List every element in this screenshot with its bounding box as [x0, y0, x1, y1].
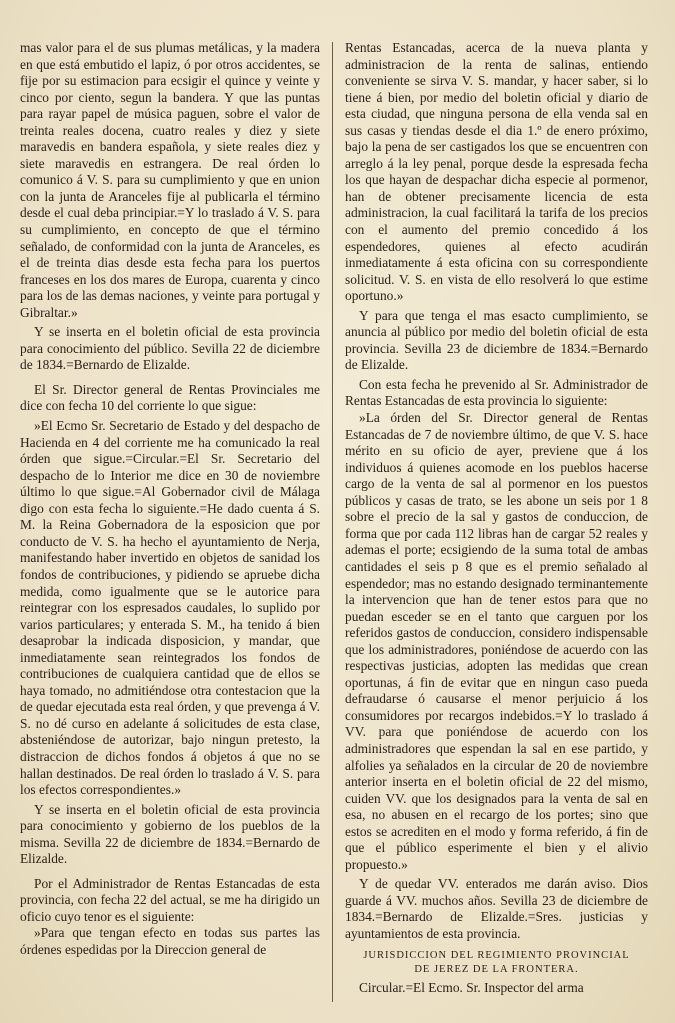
section-heading-line-1: JURISDICCION DEL REGIMIENTO PROVINCIAL: [363, 949, 630, 961]
right-paragraph-3: Con esta fecha he prevenido al Sr. Administrador de Rentas Estancadas de esta provincia lo siguiente:: [345, 376, 648, 409]
left-paragraph-6: Por el Administrador de Rentas Estancadas de esta provincia, con fecha 22 del actual, se me ha dirigido un oficio cuyo tenor es el siguiente:: [20, 875, 320, 924]
left-column: [20, 40, 320, 959]
right-paragraph-5: Y de quedar VV. enterados me darán aviso. Dios guarde á VV. muchos años. Sevilla 23 de diciembre de 1834.=Bernardo de Elizalde.=Sres. justicias y ayuntamientos de esta provincia.: [345, 876, 648, 941]
section-heading: [345, 949, 648, 977]
column-divider: [332, 42, 333, 1002]
right-paragraph-1: Rentas Estancadas, acerca de la nueva planta y administracion de la renta de salinas, entiendo conveniente se sirva V. S. mandar, y hacer saber, si lo tiene á bien, por medio del boletin oficial y diario de esta ciudad, que ninguna persona de ella venda sal en sus casas y tiendas desde el dia 1.º de enero próximo, bajo la pena de ser castigados los que se encuentren con arreglo á la ley penal, porque desde la espresada fecha los que hayan de despachar dicha especie al pormenor, han de obtener precisamente licencia de esta administracion, la cual facilitará la tarifa de los precios con el aumento del premio concedido á los espendedores, quienes al efecto acudirán inmediatamente á esta oficina con su correspondiente solicitud. V. S. en vista de ello resolverá lo que estime oportuno.»: [345, 40, 648, 304]
left-paragraph-1: mas valor para el de sus plumas metálicas, y la madera en que está embutido el lapiz, ó por otros accidentes, se fije por su estimacion para ecsigir el quince y veinte y cinco por ciento, segun la bandera. Y que las puntas para rayar papel de música paguen, sobre el valor de treinta reales docena, cuatro reales y diez y siete maravedis en bandera española, y siete reales diez y siete maravedis en estrangera. De real órden lo comunico á V. S. para su cumplimiento y que en union con la junta de Aranceles fije al publicarla el término desde el cual deba principiar.=Y lo traslado á V. S. para su cumplimiento, en concepto de que el término señalado, de conformidad con la junta de Aranceles, es el de treinta dias desde esta fecha para los puertos franceses en los dos mares de Europa, cuarenta y cinco para los de las demas naciones, y veinte para portugal y Gibraltar.»: [20, 40, 320, 320]
left-paragraph-7: »Para que tengan efecto en todas sus partes las órdenes espedidas por la Direccion general de: [20, 925, 320, 957]
right-last-line: Circular.=El Ecmo. Sr. Inspector del arma: [359, 979, 584, 995]
left-paragraph-3: El Sr. Director general de Rentas Provinciales me dice con fecha 10 del corriente lo que sigue:: [20, 381, 320, 414]
right-paragraph-2: Y para que tenga el mas esacto cumplimiento, se anuncia al público por medio del boletin oficial de esta provincia. Sevilla 23 de diciembre de 1834.=Bernardo de Elizalde.: [345, 307, 648, 373]
left-paragraph-2: Y se inserta en el boletin oficial de esta provincia para conocimiento del público. Sevilla 22 de diciembre de 1834.=Bernardo de Elizalde.: [20, 324, 320, 373]
right-column: [345, 40, 648, 996]
left-paragraph-5: Y se inserta en el boletin oficial de esta provincia para conocimiento y gobierno de los pueblos de la misma. Sevilla 22 de diciembre de 1834.=Bernardo de Elizalde.: [20, 801, 320, 867]
section-heading-line-2: DE JEREZ DE LA FRONTERA.: [414, 963, 579, 975]
right-paragraph-4: »La órden del Sr. Director general de Rentas Estancadas de 7 de noviembre último, de que V. S. hace mérito en su oficio de ayer, previene que á los individuos á quienes acomode en los pueblos hacerse cargo de la venta de sal al pormenor en los puestos públicos y casas de trato, se les abone un seis por 1 8 sobre el precio de la sal y gastos de conduccion, de forma que por cada 112 libras han de cargar 52 reales y ademas el porte; ecsigiendo de la suma total de ambas cantidades el seis p 8 que es el premio señalado al espendedor; mas no estando designado terminantemente la intervencion que han de tener estos para que no puedan esceder se en el tanto que carguen por los referidos gastos de conduccion, considero indispensable que los administradores, poniéndose de acuerdo con las respectivas justicias, adopten las medidas que crean oportunas, á fin de evitar que en ningun caso pueda defraudarse ó causarse el menor perjuicio á los consumidores por recargos indebidos.=Y lo traslado á VV. para que poniéndose de acuerdo con los administradores que espendan la sal en ese partido, y alfolies ya señalados en la circular de 20 de noviembre anterior inserta en el boletin oficial de 22 del mismo, cuiden VV. que los designados para la venta de sal en esa, no abusen en el recargo de los portes; sino que estos se acrediten en el modo y forma referido, á fin de que el público esperimente el bien y el alivio propuesto.»: [345, 410, 648, 872]
left-paragraph-4: »El Ecmo Sr. Secretario de Estado y del despacho de Hacienda en 4 del corriente me ha comunicado la real órden que sigue.=Circular.=El Sr. Secretario del despacho de lo Interior me dice en 30 de noviembre último lo que sigue.=Al Gobernador civil de Málaga digo con esta fecha lo siguiente.=He dado cuenta á S. M. la Reina Gobernadora de la esposicion que por conducto de V. S. ha hecho el ayuntamiento de Nerja, manifestando haber invertido en objetos de sanidad los fondos de contribuciones, y pidiendo se apruebe dicha medida, como igualmente que se le autorice para reintegrar con los espresados caudales, lo suplido por varios particulares; y enterada S. M., ha tenido á bien desaprobar la indicada disposicion, y mandar, que inmediatamente sean reintegrados los fondos de contribuciones de cualquiera cantidad que de ellos se haya tomado, no admitiéndose otra contestacion que la de quedar ejecutada esta real órden, y que prevenga á V. S. no dé curso en adelante á solicitudes de esta clase, absteniéndose de autorizar, bajo ningun pretesto, la distraccion de dichos fondos á objetos á que no se hallan destinados. De real órden lo traslado á V. S. para los efectos correspondientes.»: [20, 418, 320, 798]
